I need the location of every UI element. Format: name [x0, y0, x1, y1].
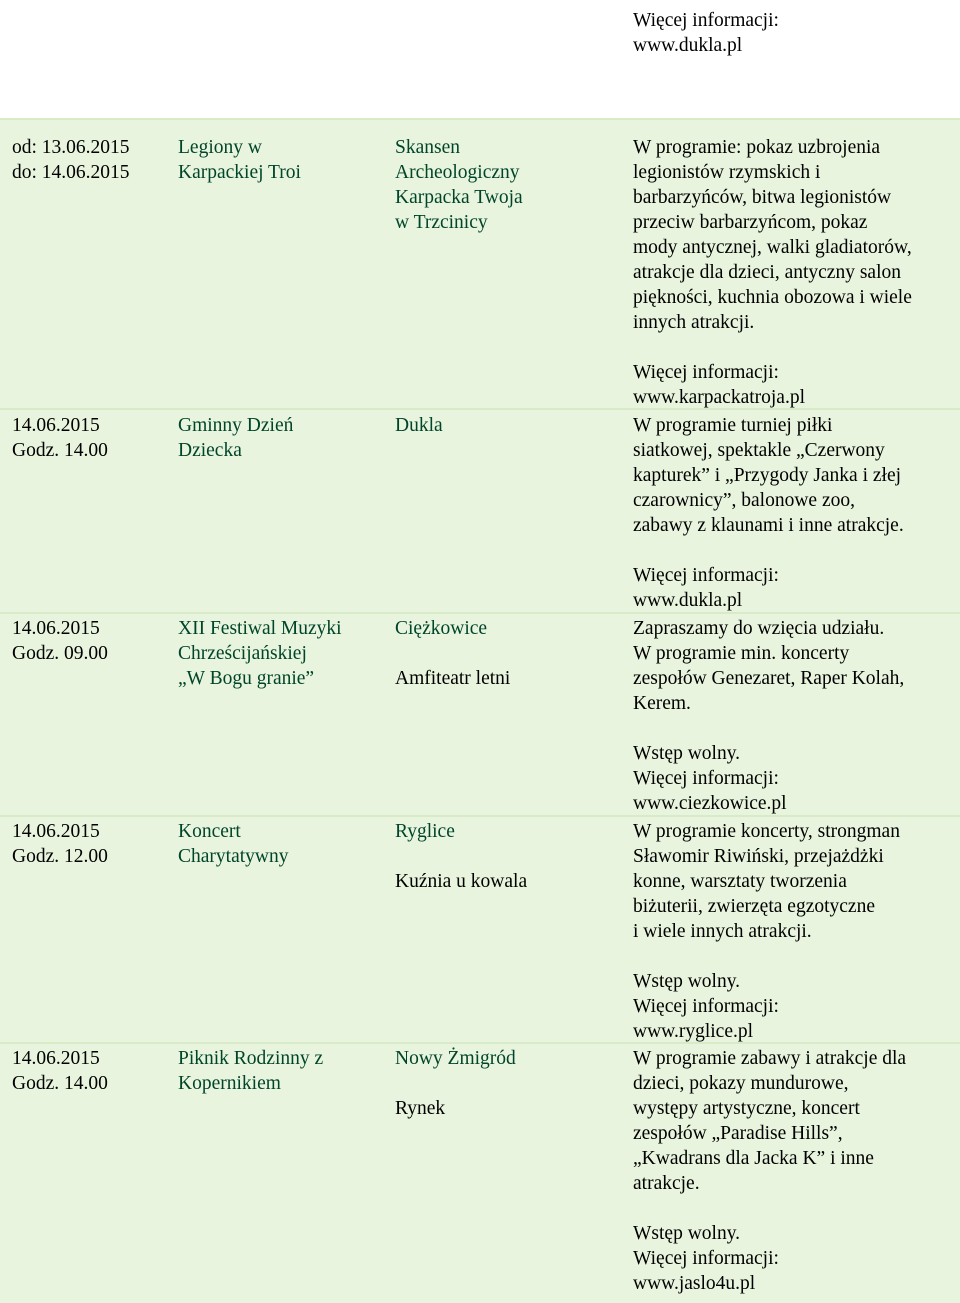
desc-line: Kerem. — [633, 693, 691, 714]
event-place — [395, 1046, 615, 1121]
event-url[interactable]: www.ciezkowice.pl — [633, 793, 787, 814]
name-line: Piknik Rodzinny z — [178, 1048, 324, 1069]
event-date — [12, 413, 162, 463]
desc-line: barbarzyńców, bitwa legionistów — [633, 187, 892, 208]
more-info-label: Więcej informacji: — [633, 10, 779, 31]
top-more-info — [633, 8, 953, 58]
desc-line: W programie zabawy i atrakcje dla — [633, 1048, 907, 1069]
name-line: Chrześcijańskiej — [178, 643, 307, 664]
date-line: 14.06.2015 — [12, 1048, 100, 1069]
date-line: Godz. 14.00 — [12, 1073, 108, 1094]
name-line: Dziecka — [178, 440, 242, 461]
desc-line: atrakcje. — [633, 1173, 700, 1194]
place-sub: Amfiteatr letni — [395, 668, 511, 689]
event-place — [395, 413, 615, 438]
place-sub: Rynek — [395, 1098, 446, 1119]
desc-line: zespołów „Paradise Hills”, — [633, 1123, 843, 1144]
desc-line: piękności, kuchnia obozowa i wiele — [633, 287, 912, 308]
event-name — [178, 819, 383, 869]
name-line: Koncert — [178, 821, 241, 842]
event-url[interactable]: www.karpackatroja.pl — [633, 387, 805, 408]
name-line: Kopernikiem — [178, 1073, 281, 1094]
place-line: Karpacka Twoja — [395, 187, 523, 208]
more-info-label: Więcej informacji: — [633, 565, 779, 586]
desc-line: i wiele innych atrakcji. — [633, 921, 812, 942]
event-place — [395, 819, 615, 894]
event-place — [395, 135, 615, 235]
date-line: od: 13.06.2015 — [12, 137, 130, 158]
desc-line: W programie: pokaz uzbrojenia — [633, 137, 881, 158]
event-description — [633, 413, 953, 613]
place-line: w Trzcinicy — [395, 212, 488, 233]
event-name — [178, 1046, 383, 1096]
desc-line: Zapraszamy do wzięcia udziału. — [633, 618, 885, 639]
date-line: 14.06.2015 — [12, 415, 100, 436]
place-line: Ryglice — [395, 821, 455, 842]
place-line: Skansen — [395, 137, 460, 158]
desc-line: czarownicy”, balonowe zoo, — [633, 490, 855, 511]
desc-line: zespołów Genezaret, Raper Kolah, — [633, 668, 905, 689]
place-line: Ciężkowice — [395, 618, 488, 639]
entry-info: Wstęp wolny. — [633, 971, 741, 992]
date-line: 14.06.2015 — [12, 821, 100, 842]
event-description — [633, 616, 953, 816]
event-date — [12, 135, 162, 185]
event-date — [12, 616, 162, 666]
place-line: Dukla — [395, 415, 443, 436]
date-line: Godz. 12.00 — [12, 846, 108, 867]
desc-line: W programie min. koncerty — [633, 643, 850, 664]
desc-line: zabawy z klaunami i inne atrakcje. — [633, 515, 904, 536]
event-url[interactable]: www.ryglice.pl — [633, 1021, 754, 1042]
desc-line: kapturek” i „Przygody Janka i złej — [633, 465, 902, 486]
desc-line: W programie turniej piłki — [633, 415, 833, 436]
name-line: Charytatywny — [178, 846, 289, 867]
more-info-label: Więcej informacji: — [633, 362, 779, 383]
event-url[interactable]: www.dukla.pl — [633, 590, 743, 611]
row-separator — [0, 408, 960, 410]
entry-info: Wstęp wolny. — [633, 1223, 741, 1244]
row-separator — [0, 1042, 960, 1044]
row-separator — [0, 612, 960, 614]
event-url[interactable]: www.dukla.pl — [633, 35, 743, 56]
date-line: Godz. 14.00 — [12, 440, 108, 461]
place-line: Archeologiczny — [395, 162, 520, 183]
event-name — [178, 616, 383, 691]
event-description — [633, 1046, 953, 1296]
event-url[interactable]: www.jaslo4u.pl — [633, 1273, 756, 1294]
desc-line: „Kwadrans dla Jacka K” i inne — [633, 1148, 874, 1169]
more-info-label: Więcej informacji: — [633, 1248, 779, 1269]
event-date — [12, 1046, 162, 1096]
desc-line: mody antycznej, walki gladiatorów, — [633, 237, 912, 258]
event-name — [178, 135, 383, 185]
name-line: Legiony w — [178, 137, 262, 158]
date-line: do: 14.06.2015 — [12, 162, 130, 183]
desc-line: atrakcje dla dzieci, antyczny salon — [633, 262, 901, 283]
place-line: Nowy Żmigród — [395, 1048, 516, 1069]
desc-line: biżuterii, zwierzęta egzotyczne — [633, 896, 875, 917]
event-place — [395, 616, 615, 691]
row-separator — [0, 815, 960, 817]
name-line: Karpackiej Troi — [178, 162, 301, 183]
event-name — [178, 413, 383, 463]
event-description — [633, 135, 953, 410]
more-info-label: Więcej informacji: — [633, 768, 779, 789]
name-line: „W Bogu granie” — [178, 668, 315, 689]
desc-line: konne, warsztaty tworzenia — [633, 871, 847, 892]
desc-line: występy artystyczne, koncert — [633, 1098, 860, 1119]
date-line: Godz. 09.00 — [12, 643, 108, 664]
more-info-label: Więcej informacji: — [633, 996, 779, 1017]
desc-line: innych atrakcji. — [633, 312, 755, 333]
event-date — [12, 819, 162, 869]
desc-line: Sławomir Riwiński, przejażdżki — [633, 846, 884, 867]
entry-info: Wstęp wolny. — [633, 743, 741, 764]
name-line: XII Festiwal Muzyki — [178, 618, 342, 639]
desc-line: przeciw barbarzyńcom, pokaz — [633, 212, 868, 233]
desc-line: W programie koncerty, strongman — [633, 821, 900, 842]
place-sub: Kuźnia u kowala — [395, 871, 528, 892]
desc-line: siatkowej, spektakle „Czerwony — [633, 440, 885, 461]
name-line: Gminny Dzień — [178, 415, 294, 436]
desc-line: legionistów rzymskich i — [633, 162, 821, 183]
date-line: 14.06.2015 — [12, 618, 100, 639]
row-separator — [0, 118, 960, 120]
event-description — [633, 819, 953, 1044]
desc-line: dzieci, pokazy mundurowe, — [633, 1073, 849, 1094]
